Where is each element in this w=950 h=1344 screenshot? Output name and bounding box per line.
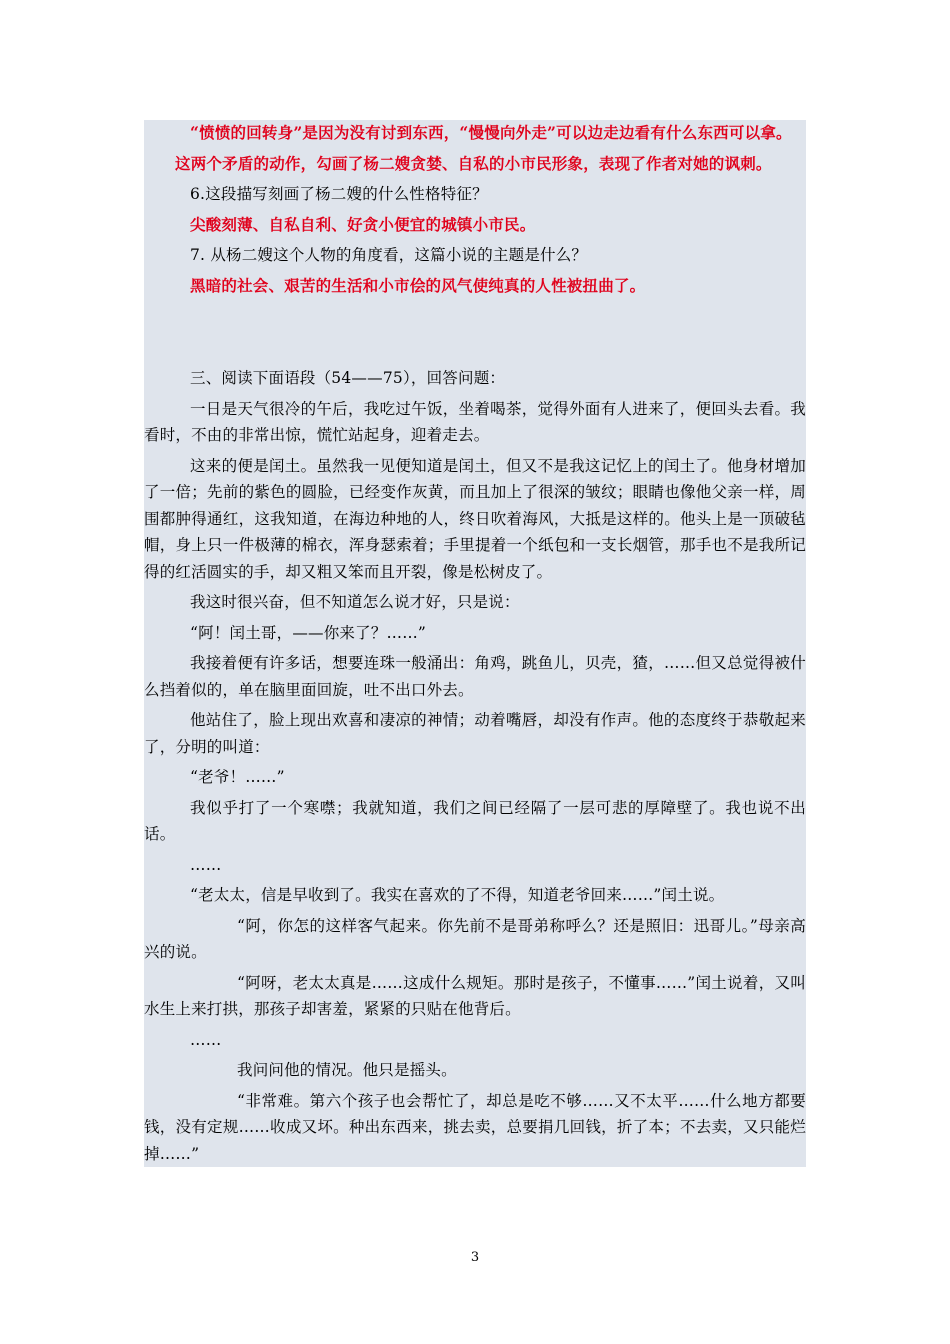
paragraph: 我问问他的情况。他只是摇头。 [237, 1061, 457, 1079]
document-body [144, 120, 806, 1167]
paragraph: 这来的便是闰土。虽然我一见便知道是闰土，但又不是我这记忆上的闰土了。他身材增加了一倍；先前的紫色的圆脸，已经变作灰黄，而且加上了很深的皱纹；眼睛也像他父亲一样，周围都肿得通红，这我知道，在海边种地的人，终日吹着海风，大抵是这样的。他头上是一顶破毡帽，身上只一件极薄的棉衣，浑身瑟索着；手里提着一个纸包和一支长烟管，那手也不是我所记得的红活圆实的手，却又粗又笨而且开裂，像是松树皮了。 [144, 456, 806, 581]
dialogue-line: “老爷！……” [190, 768, 285, 786]
dialogue-line: “阿！闰土哥，——你来了？……” [190, 623, 427, 642]
answer-5-line-1: “愤愤的回转身”是因为没有讨到东西，“慢慢向外走”可以边走边看有什么东西可以拿。 [190, 123, 792, 142]
paragraph: 我似乎打了一个寒噤；我就知道，我们之间已经隔了一层可悲的厚障壁了。我也说不出话。 [144, 798, 806, 843]
answer-7: 黑暗的社会、艰苦的生活和小市侩的风气使纯真的人性被扭曲了。 [190, 275, 646, 295]
ellipsis-line: …… [190, 855, 222, 874]
dialogue-line: “阿，你怎的这样客气起来。你先前不是哥弟称呼么？还是照旧：迅哥儿。”母亲高兴的说。 [144, 916, 806, 961]
question-6: 6.这段描写刻画了杨二嫂的什么性格特征？ [190, 185, 488, 203]
spacer [144, 299, 806, 365]
ellipsis-line: …… [190, 1030, 222, 1049]
paragraph: 我接着便有许多话，想要连珠一般涌出：角鸡，跳鱼儿，贝壳，猹，……但又总觉得被什么挡着似的，单在脑里面回旋，吐不出口外去。 [144, 654, 806, 699]
paragraph: 我这时很兴奋，但不知道怎么说才好，只是说： [190, 593, 520, 611]
dialogue-line: “老太太，信是早收到了。我实在喜欢的了不得，知道老爷回来……”闰土说。 [190, 886, 725, 904]
dialogue-line: “非常难。第六个孩子也会帮忙了，却总是吃不够……又不太平……什么地方都要钱，没有定规……收成又坏。种出东西来，挑去卖，总要捐几回钱，折了本；不去卖，又只能烂掉……” [144, 1091, 806, 1163]
section-3-block [144, 365, 806, 1167]
answer-5-line-2: 这两个矛盾的动作，勾画了杨二嫂贪婪、自私的小市民形象，表现了作者对她的讽刺。 [175, 153, 772, 173]
paragraph: 一日是天气很冷的午后，我吃过午饭，坐着喝茶，觉得外面有人进来了，便回头去看。我看时，不由的非常出惊，慌忙站起身，迎着走去。 [144, 399, 806, 444]
question-7: 7. 从杨二嫂这个人物的角度看，这篇小说的主题是什么？ [190, 246, 588, 264]
paragraph: 他站住了，脸上现出欢喜和凄凉的神情；动着嘴唇，却没有作声。他的态度终于恭敬起来了，分明的叫道： [144, 711, 806, 756]
page-number: 3 [470, 1250, 480, 1265]
dialogue-line: “阿呀，老太太真是……这成什么规矩。那时是孩子，不懂事……”闰土说着，又叫水生上来打拱，那孩子却害羞，紧紧的只贴在他背后。 [144, 973, 806, 1018]
section-3-heading: 三、阅读下面语段（54——75），回答问题： [190, 369, 506, 387]
answer-6: 尖酸刻薄、自私自利、好贪小便宜的城镇小市民。 [190, 214, 536, 234]
answer-block [144, 120, 806, 365]
